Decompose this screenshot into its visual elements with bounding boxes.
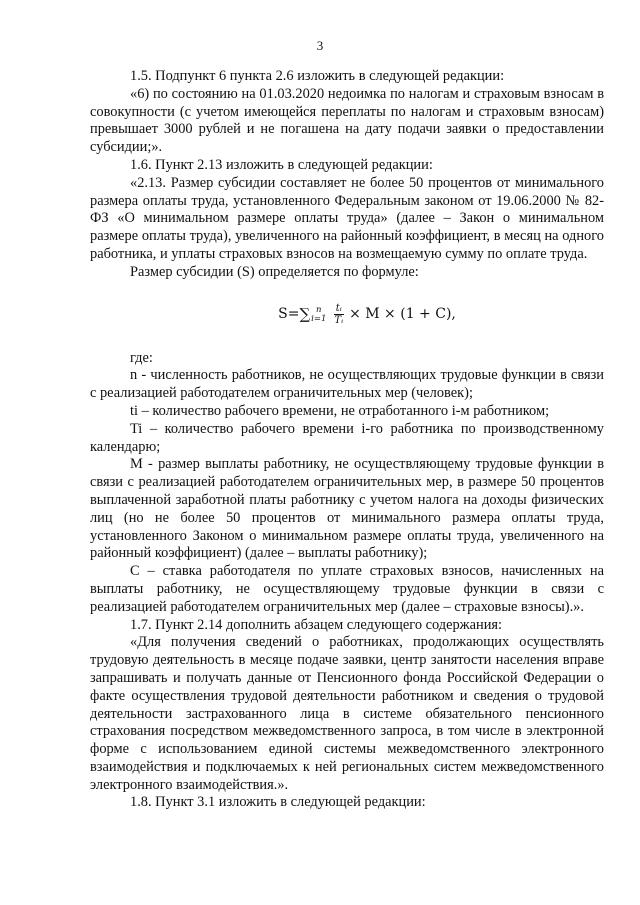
sum-symbol: ∑ [299, 304, 311, 323]
sum-lower-limit: i=1 [311, 313, 327, 324]
definition-C: С – ставка работодателя по уплате страховых взносов, начисленных на выплаты работнику, не осуществляющему трудовые функции в связи с реализацией работодателем ограничительных мер (далее – страховые взносы).». [90, 563, 604, 615]
paragraph-1-6-heading: 1.6. Пункт 2.13 изложить в следующей редакции: [130, 156, 433, 173]
document-body [90, 68, 604, 812]
sum-upper-limit: n [316, 304, 322, 315]
formula-intro: Размер субсидии (S) определяется по формуле: [130, 263, 419, 280]
paragraph-2-14-text: «Для получения сведений о работниках, продолжающих осуществлять трудовую деятельность в месяце подаче заявки, центр занятости населения вправе запрашивать и получать данные от Пенсионного фонда Российской Федерации о факте осуществления трудовой деятельности работником и сведения о трудовой деятельности застрахованного лица в системе обязательного пенсионного страхования посредством межведомственного запроса, в том числе в электронной форме с использованием единой системы межведомственного электронного взаимодействия и подключаемых к ней региональных систем межведомственного электронного взаимодействия.». [90, 634, 604, 793]
definition-ti: ti – количество рабочего времени, не отработанного i-м работником; [130, 402, 550, 419]
paragraph-1-8-heading: 1.8. Пункт 3.1 изложить в следующей редакции: [130, 794, 426, 811]
paragraph-1-7-heading: 1.7. Пункт 2.14 дополнить абзацем следующего содержания: [130, 616, 503, 633]
definition-n: n - численность работников, не осуществляющих трудовые функции в связи с реализацией работодателем ограничительных мер (человек); [90, 367, 604, 402]
definition-Ti: Ti – количество рабочего времени i-го работника по производственному календарю; [90, 420, 604, 455]
formula-tail: × М × (1 + С), [349, 305, 456, 322]
subsidy-formula [90, 292, 604, 338]
paragraph-1-5-text: «6) по состоянию на 01.03.2020 недоимка по налогам и страховым взносам в совокупности (с учетом имеющейся переплаты по налогам и страховым взносам) превышает 3000 рублей и не погашена на дату подачи заявки о предоставлении субсидии;». [90, 85, 604, 156]
formula-lhs: S= [278, 305, 300, 322]
page-number: 3 [316, 38, 324, 53]
fraction-denominator: Tᵢ [334, 315, 344, 327]
where-label: где: [130, 349, 153, 366]
formula-sum [299, 306, 328, 324]
paragraph-1-5-heading: 1.5. Подпункт 6 пункта 2.6 изложить в следующей редакции: [130, 68, 505, 84]
formula-fraction [332, 303, 345, 326]
fraction-numerator: tᵢ [335, 303, 342, 315]
sum-limits [311, 306, 326, 324]
paragraph-2-13-text: «2.13. Размер субсидии составляет не более 50 процентов от минимального размера оплаты труда, установленного Федеральным законом от 19.06.2000 № 82-ФЗ «О минимальном размере оплаты труда» (далее – Закон о минимальном размере оплаты труда), увеличенного на районный коэффициент, в месяц на одного работника, и уплаты страховых взносов на возмещаемую сумму по оплате труда. [90, 174, 604, 262]
definition-M: М - размер выплаты работнику, не осуществляющему трудовые функции в связи с реализацией работодателем ограничительных мер, в размере 50 процентов выплаченной заработной платы работнику с учетом налога на доходы физических лиц (но не более 50 процентов от минимального размера оплаты труда, установленного Законом о минимальном размере оплаты труда, увеличенного на районный коэффициент) (далее – выплаты работнику); [90, 456, 604, 562]
